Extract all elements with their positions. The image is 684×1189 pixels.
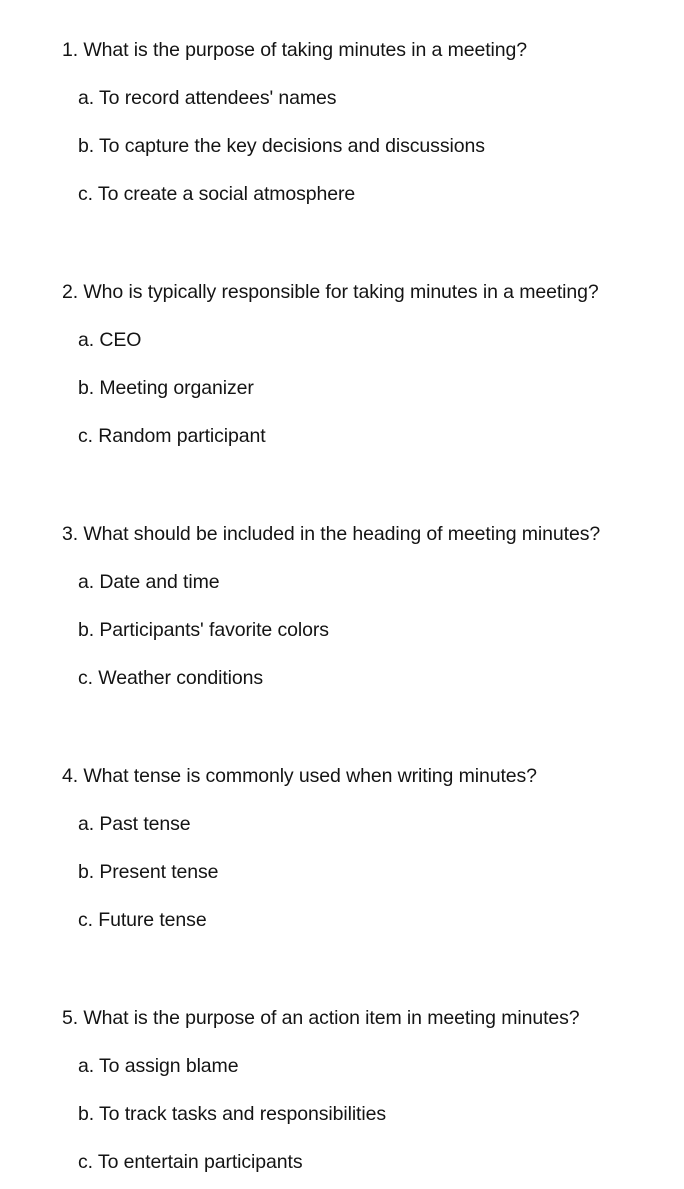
option-a: a. Date and time: [78, 571, 220, 593]
question-text: 4. What tense is commonly used when writing minutes?: [62, 765, 537, 787]
option-a: a. CEO: [78, 329, 142, 351]
option-b: b. Participants' favorite colors: [78, 619, 329, 641]
option-a: a. Past tense: [78, 813, 191, 835]
option-c: c. Weather conditions: [78, 667, 264, 689]
option-b: b. Meeting organizer: [78, 377, 254, 399]
question-text: 3. What should be included in the heading of meeting minutes?: [62, 523, 601, 545]
question-text: 1. What is the purpose of taking minutes in a meeting?: [62, 39, 528, 61]
question-text: 5. What is the purpose of an action item in meeting minutes?: [62, 1007, 580, 1029]
option-c: c. Random participant: [78, 425, 266, 447]
question-text: 2. Who is typically responsible for taking minutes in a meeting?: [62, 281, 599, 303]
option-c: c. Future tense: [78, 909, 207, 931]
option-b: b. To capture the key decisions and discussions: [78, 135, 485, 157]
option-b: b. To track tasks and responsibilities: [78, 1103, 386, 1125]
option-a: a. To record attendees' names: [78, 87, 337, 109]
option-c: c. To entertain participants: [78, 1151, 303, 1173]
option-b: b. Present tense: [78, 861, 219, 883]
option-c: c. To create a social atmosphere: [78, 183, 356, 205]
option-a: a. To assign blame: [78, 1055, 239, 1077]
